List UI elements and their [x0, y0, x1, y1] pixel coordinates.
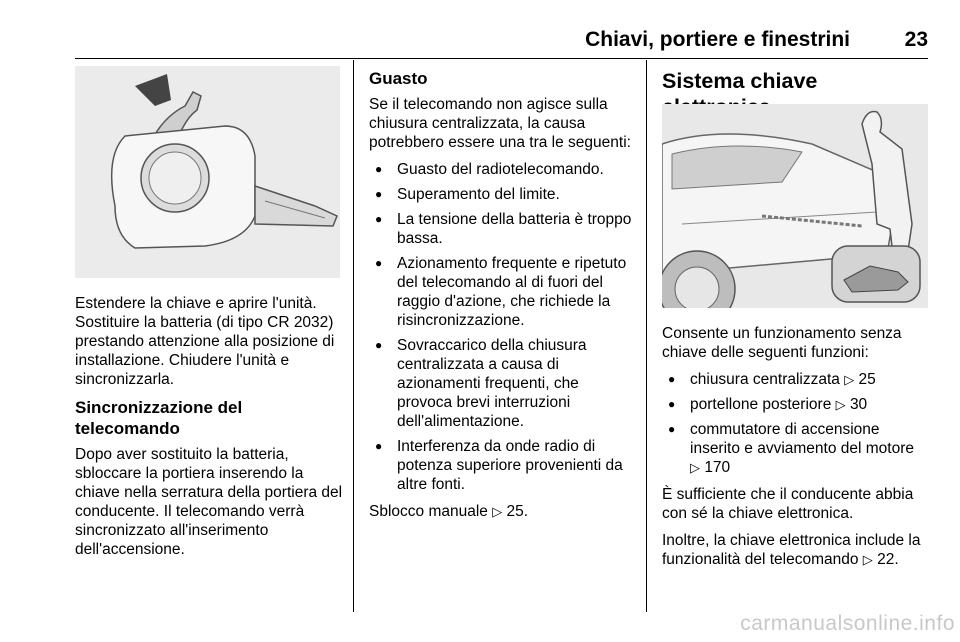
fault-intro: Se il telecomando non agisce sulla chiusura centralizzata, la causa potrebbero essere una tra le seguenti:: [369, 96, 631, 151]
list-item: ● La tensione della batteria è troppo bassa.: [369, 210, 637, 248]
list-item: ● Interferenza da onde radio di potenza superiore provenienti da altre fonti.: [369, 437, 637, 494]
keyless-car-illustration: [662, 104, 928, 308]
column-1: [75, 294, 345, 567]
column-3-text: [662, 324, 928, 577]
sync-heading: Sincronizzazione del telecomando: [75, 398, 243, 438]
page-reference-icon: ▷: [862, 552, 873, 567]
manual-unlock-note: [369, 502, 637, 521]
page-reference-icon: ▷: [835, 397, 846, 412]
column-divider-1: [353, 60, 354, 612]
list-item: ● Sovraccarico della chiusura centralizzata a causa di azionamenti frequenti, che provoca brevi interruzioni dell'alimentazione.: [369, 336, 637, 431]
list-item: ● Azionamento frequente e ripetuto del telecomando al di fuori del raggio d'azione, che richiede la risincronizzazione.: [369, 254, 637, 330]
keyless-heading: Sistema chiave: [662, 69, 818, 93]
list-item: ● commutatore di accensione inserito e avviamento del motore ▷ 170: [662, 420, 928, 477]
column-2: [369, 68, 637, 529]
page-reference-icon: ▷: [492, 504, 503, 519]
fault-heading: Guasto: [369, 69, 428, 88]
list-item: ● Guasto del radiotelecomando.: [369, 160, 637, 179]
list-item: ● chiusura centralizzata ▷ 25: [662, 370, 928, 389]
page-reference-icon: ▷: [844, 372, 855, 387]
keyless-note: È sufficiente che il conducente abbia con sé la chiave elettronica.: [662, 486, 914, 522]
battery-instructions: Estendere la chiave e aprire l'unità. Sostituire la batteria (di tipo CR 2032) prestando attenzione alla posizione di installazione. Chiudere l'unità e sincronizzarla.: [75, 295, 335, 388]
page-reference-icon: ▷: [690, 460, 700, 475]
chapter-title: Chiavi, portiere e finestrini: [585, 28, 850, 51]
page-number: 23: [904, 28, 928, 51]
watermark: carmanualsonline.info: [740, 612, 955, 635]
key-battery-illustration: [75, 66, 340, 278]
fault-causes-list: [369, 160, 637, 494]
keyless-remote-note: Inoltre, la chiave elettronica include la funzionalità del telecomando ▷ 22.: [662, 532, 921, 568]
keyless-functions-list: [662, 370, 928, 477]
header-divider: [75, 58, 928, 59]
manual-unlock-text: Sblocco manuale: [369, 503, 488, 520]
keyless-intro: Consente un funzionamento senza chiave delle seguenti funzioni:: [662, 325, 902, 361]
list-item: ● Superamento del limite.: [369, 185, 637, 204]
sync-instructions: Dopo aver sostituito la batteria, sbloccare la portiera inserendo la chiave nella serratura della portiera del conducente. Il telecomando verrà sincronizzato all'inserimento dell'accensione.: [75, 446, 343, 558]
list-item: ● portellone posteriore ▷ 30: [662, 395, 928, 414]
manual-unlock-ref: 25.: [506, 503, 529, 520]
column-divider-2: [646, 60, 647, 612]
